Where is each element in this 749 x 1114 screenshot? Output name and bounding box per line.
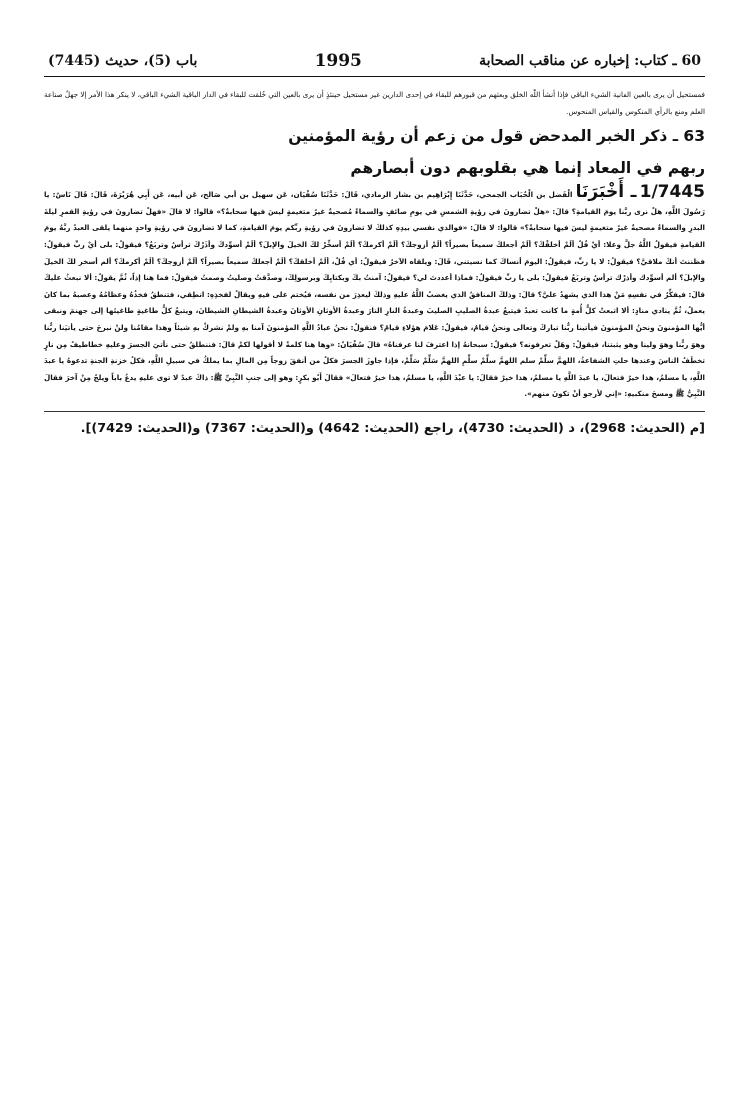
heading-line-1: 63 ـ ذكر الخبر المدحض قول من زعم أن رؤية المؤمنين [288,127,705,146]
heading-line-2: ربهم في المعاد إنما هي بقلوبهم دون أبصارهم [350,159,705,178]
page-number: 1995 [314,51,362,71]
page-body [44,87,705,403]
intro-paragraph: فمستحيل أن يرى بالعين الفانية الشيء الباقي فإذا أنشأ اللّٰه الخلق وبعثهم من قبورهم للبقاء في إحدى الدارين غير مستحيل حينئذٍ أن يرى بالعين التي خُلقت للبقاء في الدار الباقية الشيء الباقي، لا ينكر هذا الأمر إلا جهلٌ صناعة العلم ومنع بالرأي المنكوس والقياس المنحوس. [44,90,705,116]
hadith-opening: ـ أَخْبَرَنَا [575,182,637,203]
hadith-paragraph [44,184,705,403]
running-header [44,48,705,74]
references-line: [م (الحديث: 2968)، د (الحديث: 4730)، راجع (الحديث: 4642) و(الحديث: 7367) و(الحديث: 7429)]. [80,420,705,436]
section-reference: باب (5)، حديث (7445) [48,53,198,69]
footnote-divider [44,411,705,412]
header-divider [44,76,705,77]
hadith-number: 1/7445 [639,182,705,203]
chapter-title: 60 ـ كتاب: إخباره عن مناقب الصحابة [479,53,701,69]
section-heading [44,120,705,184]
hadith-text: الْفَضل بن الْحُبَاب الجمحي، حَدَّثَنَا إِبْرَاهِيم بن بشار الرمادي، قَالَ: حَدَّثَنَا سُفْيَان، عَن سهيل بن أبي صَالح، عَن أبيه، عَن أَبِي هُرَيْرَةَ، قَالَ: قَالَ نَاسٌ: يا رَسُولَ اللَّهِ، هلْ نرى ربَّنا يومَ القيامةِ؟ قالَ: «هلْ تضارونَ في رؤيةِ الشمسِ في يومِ صائفٍ والسماءُ مُصحيةٌ غيرُ متغيمةٍ ليسَ فيها سحابةٌ؟» قالوا: لا قالَ «فهلْ تضارونَ في رؤيةِ القمرِ ليلةَ البدرِ والسماءُ مصحيةٌ غيرُ متغيمةٍ ليسَ فيها سحابةٌ؟» قالوا: لا قالَ: «فوالذي نفسي بيدِهِ كذلكَ لا تضارونَ في رؤيةِ ربِّكم يومَ القيامةِ، كما لا تضارونَ في رؤيةِ واحدٍ منهما يلقى العبدُ ربَّهُ يومَ القيامةِ فيقولُ اللَّهُ جلَّ وعلا: أيْ فُلُ ألَمْ أخلقْكَ؟ ألَمْ أجعلكَ سميعاً بصيراً؟ ألَمْ أزوجكَ؟ ألَمْ أكرمكَ؟ ألَمْ أسخِّرْ لكَ الخيلَ والإبلَ؟ ألَمْ أسوِّدكَ وأذَرْكَ ترأسُ وتربَعُ؟ فيقولُ: بلى أيْ ربِّ فيقولُ: فظننتَ أنكَ ملاقيَّ؟ فيقولُ: لا يا ربِّ، فيقولُ: اليومَ أنساكَ كما نسيتني، قَالَ: ويلقاه الآخرُ فيقولُ: أي فُلُ، ألَمْ أخلقكَ؟ ألَمْ أجعلكَ سميعاً بصيراً؟ ألَمْ أزوجكَ؟ ألَمْ أكرمكَ؟ ألم أسخر لكَ الخيلَ والإبلَ؟ ألم أسوِّدك وأذرْك ترأسُ وتربَعُ فيقولُ: بلى يا ربِّ فيقولُ: فماذا أعددتَ لي؟ فيقولُ: آمنتُ بكَ وبكتابِكَ وبرسولِكَ، وصدَّقتُ وصليتُ وصمتُ فيقولُ: فما هنا إذاً، ثُمَّ يقولُ: ألا نبعثُ عليكَ قالَ: فيفكِّرُ في نفسِهِ مَنْ هذا الذي يشهدُ عليَّ؟ قالَ: وذلكَ المنافقُ الذي يغضبُ اللَّهُ عليهِ وذلكَ ليعذِرَ من نفسه، فيُختم على فيهِ ويقالُ لفخذِهِ: انطِقي، فتنطقُ فخذُهُ وعظامُهُ وعصبهُ بما كانَ يعملُ، ثُمَّ ينادي منادٍ: ألا اتبعتْ كلُّ أُمةٍ ما كانت تعبدُ فيتبعُ عبدةُ الصليبِ الصليبَ وعبدةُ النارِ النارَ وعبدةُ الأوثانِ الأوثانَ وعبدةُ الشيطانِ الشيطانَ، ويتبعُ كلُّ طاغيةٍ طاغيتَها إلى جهنمَ ونبقى أيُّها المؤمنونَ ونحنُ المؤمنونَ فيأتينا ربُّنا تباركَ وتعالى ونحنُ قيامٌ، فيقولُ: عَلامَ هؤلاءِ قيامٌ؟ فنقولُ: نحنُ عبادُ اللَّهِ المؤمنونَ آمنا بهِ ولمْ نشركْ بهِ شيئاً وهذا مقامُنا ولنْ نبرحَ حتى يأتيَنا ربُّنا وهوَ ربُّنا وهوَ ولينا وهو يثبتنا، فيقولُ: وهَلْ تعرفونه؟ فيقولُ: سبحانهُ إذا اعترفَ لنا عرفناهُ» قالَ سُفْيَانُ: «وها هنا كلمةٌ لا أقولها لكمْ قالَ: فننطلقُ حتى نأتيَ الجسرَ وعليهِ خطاطيفُ مِن نارٍ تخطَفُ الناسَ وعندها حلتِ الشفاعةُ، اللهمَّ سلِّمْ سلم اللهمَّ سلِّمْ سلِّمِ اللهمَّ سَلِّمْ سَلِّمْ، فإذا جاوزَ الجسرَ فكلُ من أنفقَ زوجاً مِن المالِ بما يملكُ في سبيلِ اللَّهِ، فكلُ خزنةِ الجنةِ تدعوهُ يا عبدَ اللَّهِ، يا مسلمُ، هذا خيرٌ فتعالَ، يا عبدَ اللَّهِ يا مسلمُ، هذا خيرٌ فقالَ: يا عبْدَ اللَّهِ، يا مسلمُ، هذا خيرٌ فتعالَ» فقالَ أَبُو بكرٍ: وهو إلى جنبِ النَّبِيِّ ﷺ: ذاكَ عبدٌ لا توى عليهِ يدعُ باباً ويلجُ مِنْ آخرَ فقالَ النَّبِيُّ ﷺ ومسحَ منكبيهِ: «إني لأرجو أنْ تكونَ منهم». [44,190,705,399]
